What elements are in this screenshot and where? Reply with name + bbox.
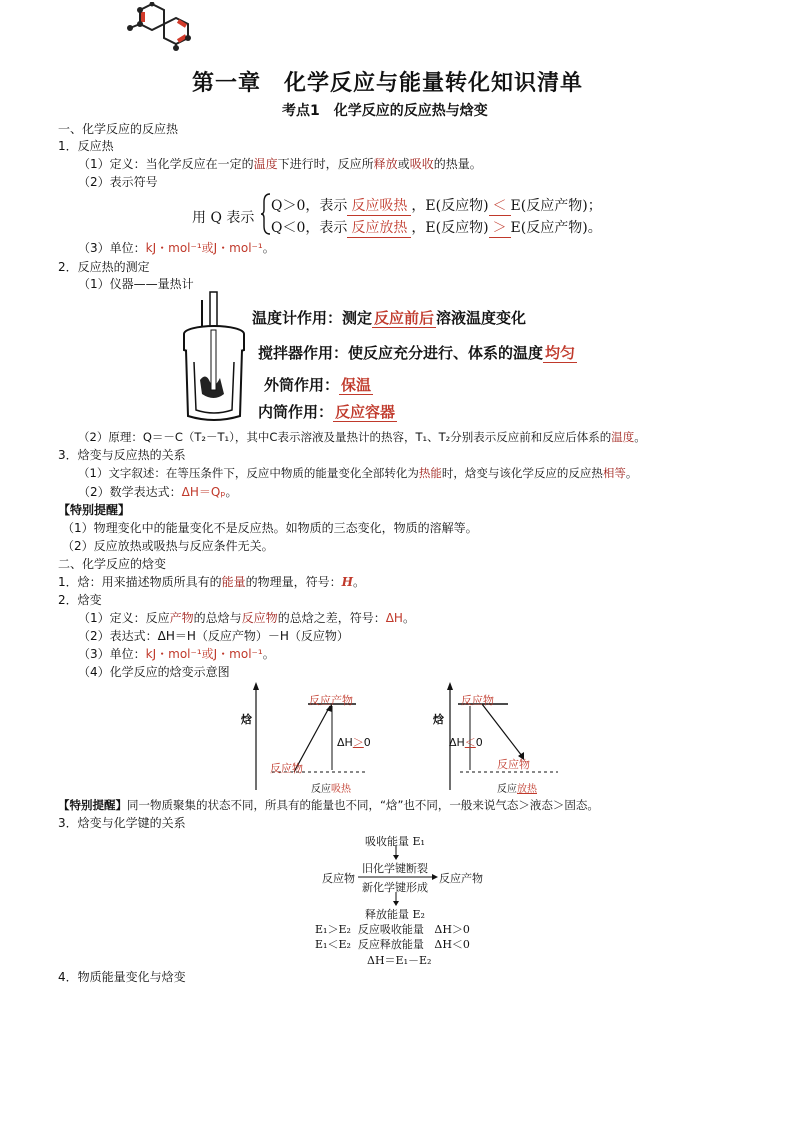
calorimeter-icon — [180, 290, 250, 426]
bond-reactant-label: 反应物 — [322, 872, 355, 885]
release-energy-label: 释放能量 E₂ — [365, 908, 425, 921]
unit-line: （3）单位：kJ・mol⁻¹或J・mol⁻¹。 — [78, 241, 275, 255]
bond-product-label: 反应产物 — [439, 872, 483, 885]
item-1-heading: 1．反应热 — [58, 139, 114, 153]
tip-2: （2）反应放热或吸热与反应条件无关。 — [62, 539, 274, 553]
enthalpy-change-unit: （3）单位：kJ・mol⁻¹或J・mol⁻¹。 — [78, 647, 275, 661]
item-3-heading: 3．焓变与反应热的关系 — [58, 448, 186, 462]
enthalpy-change-definition: （1）定义：反应产物的总焓与反应物的总焓之差，符号：ΔH。 — [78, 611, 415, 625]
endo-top-label: 反应产物 — [309, 694, 353, 707]
symbol-line: （2）表示符号 — [78, 175, 158, 189]
exo-dh-label: ΔH＜0 — [449, 736, 483, 749]
section2-heading: 二、化学反应的焓变 — [58, 557, 167, 571]
math-expression-line: （2）数学表达式：ΔH＝Qₚ。 — [78, 485, 238, 499]
q-positive-row: Q＞0，表示 反应吸热 ，E(反应物) ＜ E(反应产物)； — [271, 195, 602, 216]
q-negative-row: Q＜0，表示 反应放热 ，E(反应物) ＞ E(反应产物)。 — [271, 217, 602, 238]
endo-caption: 反应吸热 — [311, 784, 351, 795]
endo-axis-label: 焓 — [241, 713, 252, 726]
instrument-line: （1）仪器——量热计 — [78, 277, 194, 291]
outer-cylinder-note: 外筒作用： 保温 — [264, 376, 372, 394]
tip-1: （1）物理变化中的能量变化不是反应热。如物质的三态变化，物质的溶解等。 — [62, 521, 478, 535]
exo-bottom-label: 反应物 — [497, 758, 530, 771]
principle-line: （2）原理：Q＝－C（T₂－T₁），其中C表示溶液及量热计的热容，T₁、T₂分别表示反应前和反应后体系的温度。 — [78, 430, 646, 444]
state-tip-line: 【特别提醒】同一物质聚集的状态不同，所具有的能量也不同，“焓”也不同，一般来说气态＞液态＞固态。 — [58, 798, 599, 812]
exo-caption: 反应放热 — [497, 784, 537, 795]
down-arrow-icon — [391, 846, 401, 860]
tip-heading: 【特别提醒】 — [58, 503, 131, 517]
inner-cylinder-note: 内筒作用： 反应容器 — [258, 403, 396, 421]
enthalpy-change-expression: （2）表达式：ΔH＝H（反应产物）－H（反应物） — [78, 629, 349, 643]
exo-axis-label: 焓 — [433, 713, 444, 726]
enthalpy-change-heading: 2．焓变 — [58, 593, 102, 607]
down-arrow-icon-2 — [391, 892, 401, 906]
q-prefix: 用 Q 表示 — [192, 210, 255, 226]
exo-top-label: 反应物 — [461, 694, 494, 707]
page-subtitle: 考点1 化学反应的反应热与焓变 — [282, 103, 488, 119]
section1-heading: 一、化学反应的反应热 — [58, 122, 179, 136]
text-statement-line: （1）文字叙述：在等压条件下，反应中物质的能量变化全部转化为热能时，焓变与该化学反应的反应热相等。 — [78, 466, 638, 480]
bond-formula: ΔH＝E₁－E₂ — [367, 954, 432, 967]
page-title: 第一章 化学反应与能量转化知识清单 — [192, 71, 584, 96]
definition-line: （1）定义：当化学反应在一定的温度下进行时，反应所释放或吸收的热量。 — [78, 157, 482, 171]
bond-row-endo: E₁＞E₂ 反应吸收能量 ΔH＞0 — [315, 923, 470, 936]
endo-dh-label: ΔH＞0 — [337, 736, 371, 749]
diagram-caption: （4）化学反应的焓变示意图 — [78, 665, 230, 679]
bond-break-label: 旧化学键断裂 — [362, 862, 428, 875]
stirrer-note: 搅拌器作用：使反应充分进行、体系的温度 均匀 — [258, 344, 576, 362]
naphthalene-logo-icon — [122, 2, 194, 56]
bond-relation-heading: 3．焓变与化学键的关系 — [58, 816, 186, 830]
endo-bottom-label: 反应物 — [270, 762, 303, 775]
energy-change-heading: 4．物质能量变化与焓变 — [58, 970, 186, 984]
absorb-energy-label: 吸收能量 E₁ — [365, 835, 425, 848]
enthalpy-line: 1．焓：用来描述物质所具有的能量的物理量，符号：H。 — [58, 575, 366, 589]
bond-form-label: 新化学键形成 — [362, 881, 428, 894]
bond-row-exo: E₁＜E₂ 反应释放能量 ΔH＜0 — [315, 938, 470, 951]
thermometer-note: 温度计作用：测定 反应前后 溶液温度变化 — [252, 309, 527, 327]
item-2-heading: 2．反应热的测定 — [58, 260, 150, 274]
